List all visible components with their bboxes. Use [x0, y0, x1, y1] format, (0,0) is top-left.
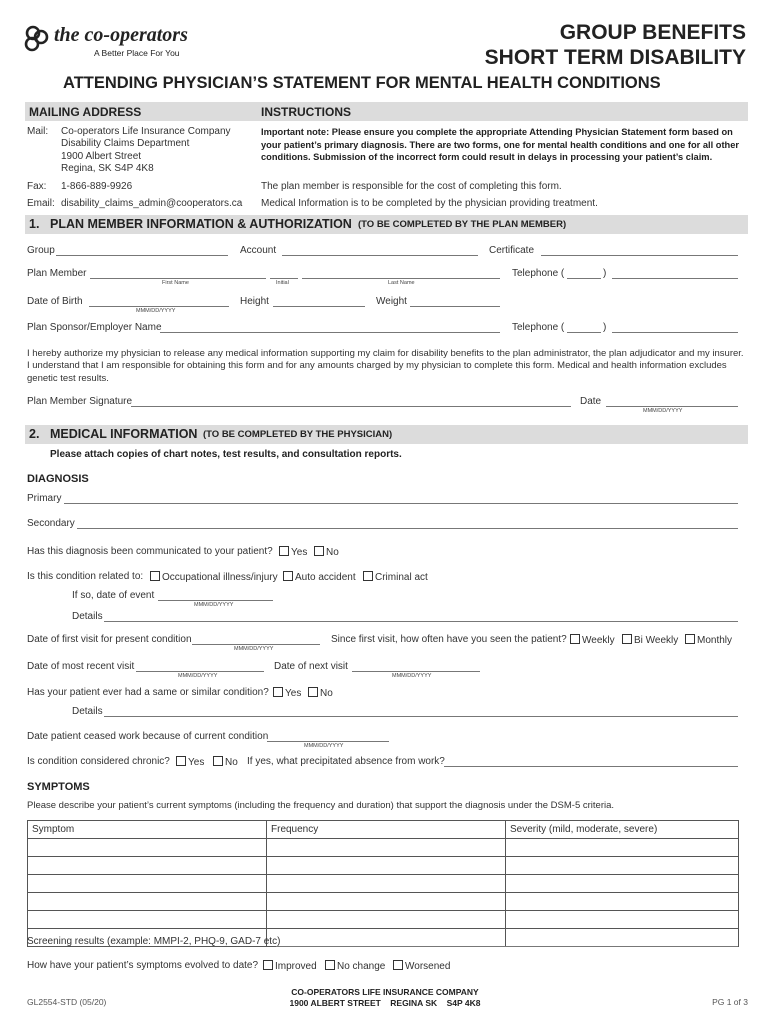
recent-visit-field[interactable] [136, 671, 264, 672]
telephone-close: ) [603, 268, 607, 279]
yes-label: Yes [291, 547, 308, 558]
no-label: No [320, 688, 333, 699]
yes-label: Yes [188, 757, 205, 768]
monthly-label: Monthly [697, 635, 733, 646]
section-1-title: PLAN MEMBER INFORMATION & AUTHORIZATION [50, 217, 352, 231]
auto-label: Auto accident [295, 572, 356, 583]
event-date-field[interactable] [158, 600, 273, 601]
severity-cell[interactable] [506, 929, 739, 947]
criminal-label: Criminal act [375, 572, 428, 583]
mail-line: Regina, SK S4P 4K8 [61, 163, 154, 174]
first-name-field[interactable] [90, 278, 266, 279]
symptom-cell[interactable] [28, 875, 267, 893]
ceased-work-format: MMM/DD/YYYY [304, 743, 344, 749]
severity-cell[interactable] [506, 911, 739, 929]
screening-label: Screening results (example: MMPI-2, PHQ-9, GAD-7 etc) [27, 936, 281, 947]
authorization-text: I hereby authorize my physician to release any medical information supporting my claim for disability benefits to the plan administrator, the plan adjudicator and my insurer. I understand that I am responsible for obtaining this form and for any amounts charged by my physician to complete this form. Medical and health information excludes genetic test results. [27, 348, 744, 384]
details-label: Details [72, 706, 103, 717]
symptoms-heading: SYMPTOMS [27, 781, 90, 793]
occupational-option[interactable] [150, 571, 278, 583]
mail-label: Mail: [27, 126, 49, 137]
dob-field[interactable] [89, 306, 229, 307]
checkbox[interactable] [279, 546, 289, 556]
header-title-1: GROUP BENEFITS [559, 21, 746, 44]
event-date-format: MMM/DD/YYYY [194, 602, 234, 608]
next-visit-label: Date of next visit [274, 661, 348, 672]
monthly-option[interactable] [685, 634, 732, 646]
logo-brand: the co-operators [54, 24, 188, 46]
mail-line: 1900 Albert Street [61, 151, 142, 162]
section-2-number: 2. [29, 427, 40, 441]
checkbox[interactable] [263, 960, 273, 970]
criminal-act-option[interactable] [363, 571, 428, 583]
signature-date-field[interactable] [606, 406, 738, 407]
similar-no[interactable] [308, 687, 333, 699]
communicated-yes[interactable] [279, 546, 307, 558]
logo-tagline: A Better Place For You [94, 48, 180, 58]
checkbox[interactable] [176, 756, 186, 766]
next-visit-field[interactable] [352, 671, 480, 672]
telephone-label: Telephone ( [512, 322, 565, 333]
primary-label: Primary [27, 493, 62, 504]
mail-line: Co-operators Life Insurance Company [61, 126, 231, 137]
weight-label: Weight [376, 296, 407, 307]
checkbox[interactable] [393, 960, 403, 970]
severity-cell[interactable] [506, 857, 739, 875]
auto-accident-option[interactable] [283, 571, 356, 583]
checkbox[interactable] [314, 546, 324, 556]
section-1-note: (TO BE COMPLETED BY THE PLAN MEMBER) [358, 219, 567, 230]
biweekly-option[interactable] [622, 634, 678, 646]
screening-field[interactable] [276, 946, 738, 947]
signature-field[interactable] [131, 406, 571, 407]
instructions-heading: INSTRUCTIONS [261, 105, 351, 119]
signature-date-format: MMM/DD/YYYY [643, 408, 683, 414]
telephone-area-field[interactable] [567, 332, 601, 333]
weekly-label: Weekly [582, 635, 615, 646]
chronic-no[interactable] [213, 756, 238, 768]
checkbox[interactable] [622, 634, 632, 644]
section-1-number: 1. [29, 217, 40, 231]
chronic-question: Is condition considered chronic? [27, 756, 170, 767]
initial-field[interactable] [270, 278, 298, 279]
checkbox[interactable] [363, 571, 373, 581]
symptoms-description: Please describe your patient’s current symptoms (including the frequency and duration) that support the diagnosis under the DSM-5 criteria. [27, 800, 615, 811]
first-visit-format: MMM/DD/YYYY [234, 646, 274, 652]
severity-cell[interactable] [506, 839, 739, 857]
frequency-cell[interactable] [267, 929, 506, 947]
symptom-cell[interactable] [28, 893, 267, 911]
telephone-close: ) [603, 322, 607, 333]
group-label: Group [27, 245, 55, 256]
precipitated-label: If yes, what precipitated absence from work? [247, 756, 445, 767]
next-visit-format: MMM/DD/YYYY [392, 673, 432, 679]
frequency-column-header: Frequency [267, 821, 506, 839]
frequency-cell[interactable] [267, 857, 506, 875]
first-visit-field[interactable] [192, 644, 320, 645]
evolved-question: How have your patient’s symptoms evolved to date? [27, 960, 259, 971]
certificate-field[interactable] [541, 255, 738, 256]
worsened-option[interactable] [393, 960, 450, 972]
symptom-cell[interactable] [28, 839, 267, 857]
signature-label: Plan Member Signature [27, 396, 133, 407]
ceased-work-field[interactable] [267, 741, 389, 742]
table-row [28, 857, 739, 875]
table-row [28, 911, 739, 929]
occupational-label: Occupational illness/injury [162, 572, 278, 583]
mail-line: Disability Claims Department [61, 138, 190, 149]
no-label: No [326, 547, 339, 558]
checkbox[interactable] [283, 571, 293, 581]
instructions-medical: Medical Information is to be completed by the physician providing treatment. [261, 198, 598, 209]
checkbox[interactable] [150, 571, 160, 581]
no-change-label: No change [337, 961, 386, 972]
instructions-important: Important note: Please ensure you complete the appropriate Attending Physician Statement form based on your patient’s primary diagnosis. There are two forms, one for mental health conditions and one for all other conditions. Submission of the incorrect form could result in delays in processing your patient’s claim. [261, 127, 740, 162]
sponsor-label: Plan Sponsor/Employer Name [27, 322, 162, 333]
weekly-option[interactable] [570, 634, 615, 646]
checkbox[interactable] [325, 960, 335, 970]
no-label: No [225, 757, 238, 768]
no-change-option[interactable] [325, 960, 385, 972]
page-subtitle: ATTENDING PHYSICIAN’S STATEMENT FOR MENTAL HEALTH CONDITIONS [63, 74, 661, 92]
email-address: disability_claims_admin@cooperators.ca [61, 198, 243, 209]
table-row [28, 893, 739, 911]
severity-cell[interactable] [506, 875, 739, 893]
certificate-label: Certificate [489, 245, 535, 256]
biweekly-label: Bi Weekly [634, 635, 679, 646]
symptom-cell[interactable] [28, 857, 267, 875]
section-2-title: MEDICAL INFORMATION [50, 427, 198, 441]
improved-option[interactable] [263, 960, 317, 972]
secondary-label: Secondary [27, 518, 75, 529]
section-2-note: (TO BE COMPLETED BY THE PHYSICIAN) [203, 429, 393, 440]
chronic-yes[interactable] [176, 756, 204, 768]
attach-note: Please attach copies of chart notes, test results, and consultation reports. [50, 449, 402, 460]
last-name-field[interactable] [302, 278, 500, 279]
email-label: Email: [27, 198, 55, 209]
communicated-no[interactable] [314, 546, 339, 558]
page-number: PG 1 of 3 [712, 997, 748, 1007]
table-row [28, 839, 739, 857]
secondary-diagnosis-field[interactable] [77, 528, 738, 529]
details-label: Details [72, 611, 103, 622]
co-operators-logo-icon [22, 24, 52, 54]
checkbox[interactable] [213, 756, 223, 766]
height-field[interactable] [273, 306, 365, 307]
date-label: Date [580, 396, 602, 407]
account-label: Account [240, 245, 277, 256]
event-date-label: If so, date of event [72, 590, 155, 601]
table-row [28, 875, 739, 893]
symptoms-table [27, 820, 739, 947]
footer-address: 1900 ALBERT STREET REGINA SK S4P 4K8 [289, 998, 481, 1008]
recent-visit-label: Date of most recent visit [27, 661, 135, 672]
sponsor-field[interactable] [160, 332, 500, 333]
first-visit-label: Date of first visit for present condition [27, 634, 192, 645]
frequency-cell[interactable] [267, 875, 506, 893]
ceased-work-label: Date patient ceased work because of current condition [27, 731, 269, 742]
footer-company: CO-OPERATORS LIFE INSURANCE COMPANY [291, 987, 479, 997]
instructions-cost: The plan member is responsible for the cost of completing this form. [261, 181, 562, 192]
weight-field[interactable] [410, 306, 500, 307]
plan-member-label: Plan Member [27, 268, 87, 279]
mailing-heading: MAILING ADDRESS [29, 105, 142, 119]
recent-visit-format: MMM/DD/YYYY [178, 673, 218, 679]
first-name-caption: First Name [162, 280, 189, 286]
similar-question: Has your patient ever had a same or similar condition? [27, 687, 269, 698]
logo [22, 24, 192, 64]
communicated-question: Has this diagnosis been communicated to your patient? [27, 546, 273, 557]
height-label: Height [240, 296, 269, 307]
table-header-row [28, 821, 739, 839]
checkbox[interactable] [273, 687, 283, 697]
form-id: GL2554-STD (05/20) [27, 997, 107, 1007]
precipitated-field[interactable] [444, 766, 738, 767]
fax-number: 1-866-889-9926 [61, 181, 133, 192]
dob-label: Date of Birth [27, 296, 83, 307]
last-name-caption: Last Name [388, 280, 415, 286]
checkbox[interactable] [685, 634, 695, 644]
yes-label: Yes [285, 688, 302, 699]
diagnosis-heading: DIAGNOSIS [27, 473, 89, 485]
improved-label: Improved [275, 961, 317, 972]
primary-diagnosis-field[interactable] [64, 503, 738, 504]
initial-caption: Initial [276, 280, 289, 286]
worsened-label: Worsened [405, 961, 451, 972]
severity-column-header: Severity (mild, moderate, severe) [506, 821, 739, 839]
account-field[interactable] [282, 255, 478, 256]
telephone-number-field[interactable] [612, 278, 738, 279]
fax-label: Fax: [27, 181, 47, 192]
symptom-column-header: Symptom [28, 821, 267, 839]
symptom-cell[interactable] [28, 911, 267, 929]
frequency-cell[interactable] [267, 839, 506, 857]
similar-yes[interactable] [273, 687, 301, 699]
similar-details-field[interactable] [104, 716, 738, 717]
checkbox[interactable] [308, 687, 318, 697]
frequency-cell[interactable] [267, 911, 506, 929]
telephone-number-field[interactable] [612, 332, 738, 333]
event-details-field[interactable] [104, 621, 738, 622]
telephone-area-field[interactable] [567, 278, 601, 279]
header-title-2: SHORT TERM DISABILITY [484, 46, 746, 69]
frequency-cell[interactable] [267, 893, 506, 911]
since-first-visit-question: Since first visit, how often have you seen the patient? [331, 634, 567, 645]
related-question: Is this condition related to: [27, 571, 144, 582]
checkbox[interactable] [570, 634, 580, 644]
telephone-label: Telephone ( [512, 268, 565, 279]
severity-cell[interactable] [506, 893, 739, 911]
group-field[interactable] [56, 255, 228, 256]
dob-format: MMM/DD/YYYY [136, 308, 176, 314]
